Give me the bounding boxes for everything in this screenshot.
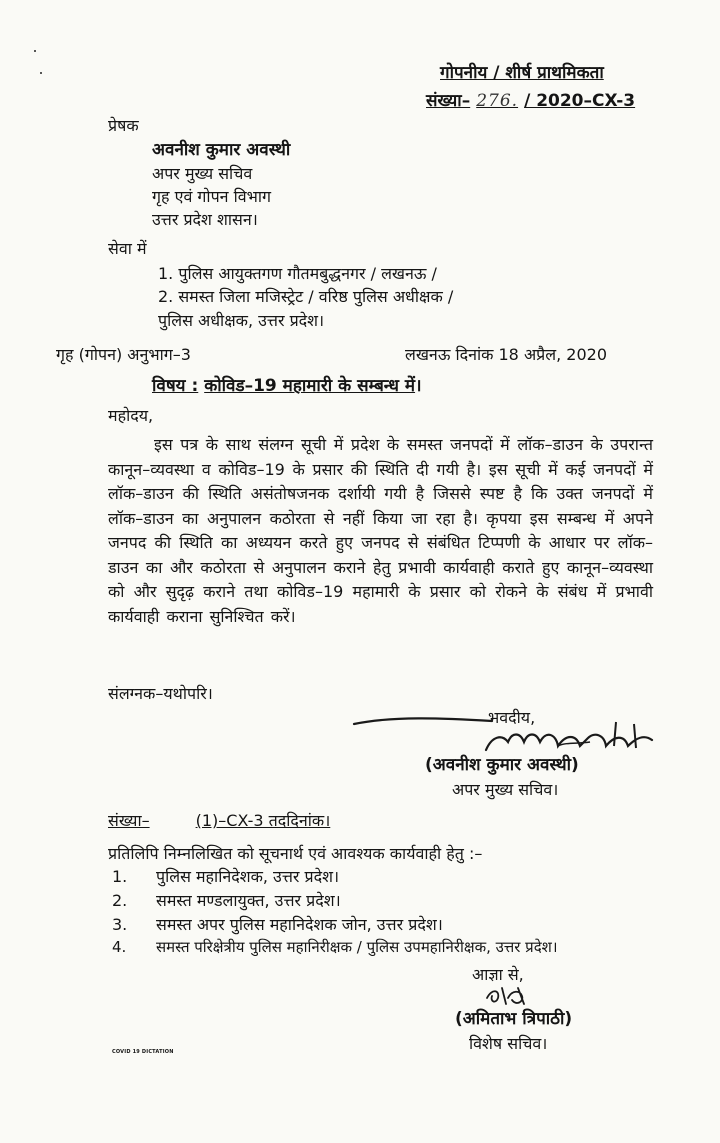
- copy-item-text: पुलिस महानिदेशक, उत्तर प्रदेश।: [156, 867, 340, 886]
- sender-label: प्रेषक: [108, 116, 139, 135]
- copy-intro: प्रतिलिपि निम्नलिखित को सूचनार्थ एवं आवश्यक कार्यवाही हेतु :–: [108, 844, 483, 863]
- reference-suffix: / 2020–CX-3: [524, 91, 636, 111]
- sender-government: उत्तर प्रदेश शासन।: [152, 210, 258, 229]
- order-signatory-designation: विशेष सचिव।: [469, 1034, 548, 1053]
- copy-ref-rest: (1)–CX-3 तददिनांक।: [195, 811, 331, 830]
- copy-list-item: [112, 865, 339, 887]
- salutation: महोदय,: [108, 406, 154, 425]
- subject-text: कोविड–19 महामारी के सम्बन्ध में: [204, 376, 416, 396]
- enclosure-note: संलग्नक–यथोपरि।: [108, 684, 213, 703]
- body-paragraph: इस पत्र के साथ संलग्न सूची में प्रदेश के समस्त जनपदों में लॉक–डाउन के उपरान्त कानून–व्यवस्था व कोविड–19 के प्रसार की स्थिति दी गयी है। इस सूची में कई जनपदों में लॉक–डाउन की स्थिति असंतोषजनक दर्शायी गयी है जिससे स्पष्ट है कि उक्त जनपदों में लॉक–डाउन का अनुपालन कठोरता से नहीं किया जा रहा है। कृपया इस सम्बन्ध में अपने जनपद की स्थिति का अध्ययन करते हुए जनपद से संबंधित टिप्पणी के आधार पर लॉक–डाउन का और कठोरता से अनुपालन कराने हेतु प्रभावी कार्यवाही कराते हुए कानून–व्यवस्था को और सुदृढ़ कराने तथा कोविड–19 महामारी के प्रसार को रोकने के संबंध में प्रभावी कार्यवाही कराना सुनिश्चित करें।: [108, 435, 653, 626]
- section-name: गृह (गोपन) अनुभाग–3: [56, 345, 191, 364]
- classification-label: गोपनीय / शीर्ष प्राथमिकता: [440, 63, 604, 83]
- signatory-name: (अवनीश कुमार अवस्थी): [425, 755, 579, 775]
- sender-designation: अपर मुख्य सचिव: [152, 164, 253, 183]
- recipient-item: पुलिस अधीक्षक, उत्तर प्रदेश।: [158, 311, 325, 330]
- copy-ref-prefix: संख्या–: [108, 811, 150, 830]
- reference-prefix: संख्या–: [426, 91, 471, 111]
- recipient-item: 1. पुलिस आयुक्तगण गौतमबुद्धनगर / लखनऊ /: [158, 264, 437, 283]
- place-date: लखनऊ दिनांक 18 अप्रैल, 2020: [405, 345, 608, 364]
- subject-line: [152, 373, 422, 396]
- reference-number: [426, 88, 635, 111]
- copy-list-item: [112, 913, 443, 935]
- order-phrase: आज्ञा से,: [472, 965, 524, 984]
- recipients-label: सेवा में: [108, 239, 147, 258]
- copy-item-number: 4.: [112, 938, 127, 956]
- reference-handwritten-number: 276.: [476, 91, 519, 111]
- sender-department: गृह एवं गोपन विभाग: [152, 187, 272, 206]
- copy-item-number: 2.: [112, 891, 128, 910]
- footer-code: COVID 19 DICTATION: [112, 1049, 174, 1055]
- copy-item-text: समस्त मण्डलायुक्त, उत्तर प्रदेश।: [156, 891, 341, 910]
- copy-item-number: 3.: [112, 915, 128, 934]
- subject-label: विषय :: [152, 376, 199, 396]
- recipient-item: 2. समस्त जिला मजिस्ट्रेट / वरिष्ठ पुलिस अधीक्षक /: [158, 287, 454, 306]
- copy-reference: [108, 809, 330, 831]
- scan-mark: [40, 72, 42, 74]
- scan-mark: [34, 50, 36, 52]
- valediction: भवदीय,: [488, 708, 536, 727]
- subject-end: ।: [415, 376, 422, 396]
- signatory-designation: अपर मुख्य सचिव।: [452, 780, 559, 799]
- copy-item-number: 1.: [112, 867, 128, 886]
- order-signatory-name: (अमिताभ त्रिपाठी): [455, 1009, 573, 1029]
- copy-list-item: [112, 889, 341, 911]
- signature-amitabh: [484, 984, 530, 1008]
- copy-list-item: [112, 937, 558, 957]
- sender-name: अवनीश कुमार अवस्थी: [152, 140, 291, 160]
- copy-item-text: समस्त अपर पुलिस महानिदेशक जोन, उत्तर प्रदेश।: [156, 915, 443, 934]
- copy-item-text: समस्त परिक्षेत्रीय पुलिस महानिरीक्षक / पुलिस उपमहानिरीक्षक, उत्तर प्रदेश।: [156, 938, 558, 956]
